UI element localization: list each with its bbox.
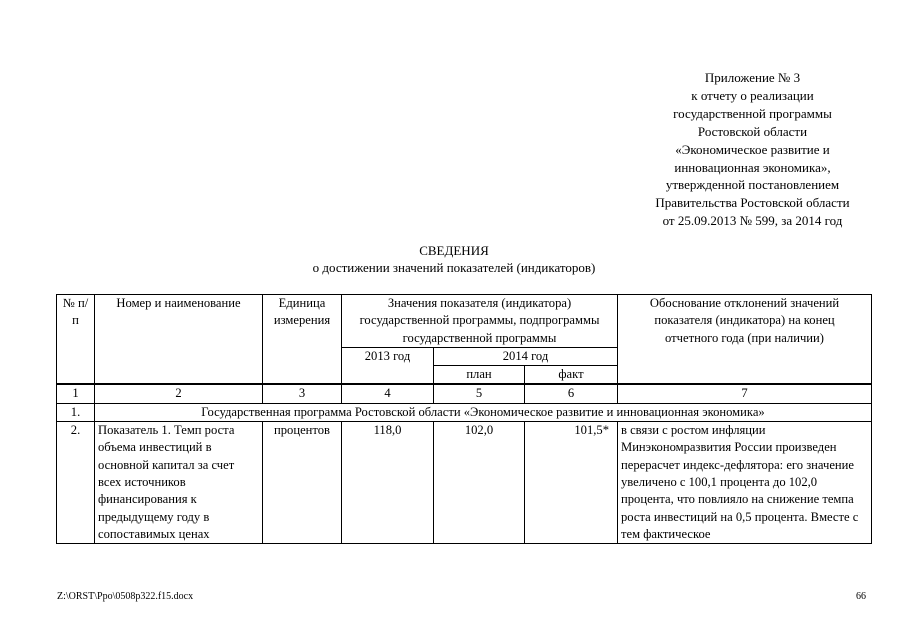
document-title: СВЕДЕНИЯ	[419, 243, 489, 258]
column-number: 6	[525, 384, 618, 403]
header-year-2014: 2014 год	[434, 347, 618, 365]
appendix-line: утвержденной постановлением	[665, 177, 840, 193]
column-number: 1	[57, 384, 95, 403]
section-row	[57, 403, 872, 421]
row-num: 2.	[57, 422, 95, 544]
appendix-block	[600, 69, 905, 230]
header-justification: Обоснование отклонений значений показателя (индикатора) на конец отчетного года (при наличии)	[618, 295, 872, 385]
section-title: Государственная программа Ростовской области «Экономическое развитие и инновационная экономика»	[95, 403, 872, 421]
document-subtitle: о достижении значений показателей (индикаторов)	[312, 260, 596, 275]
column-number: 3	[263, 384, 342, 403]
appendix-line: Правительства Ростовской области	[655, 195, 850, 211]
appendix-line: Ростовской области	[697, 123, 808, 139]
appendix-line: Приложение № 3	[704, 70, 801, 85]
appendix-line: к отчету о реализации	[691, 87, 814, 103]
column-number-row	[57, 384, 872, 403]
row-value-2013: 118,0	[342, 422, 434, 544]
indicators-table	[56, 294, 872, 544]
table-row	[57, 422, 872, 544]
appendix-line: инновационная экономика»,	[674, 159, 831, 175]
row-fact-2014: 101,5*	[525, 422, 618, 544]
row-unit: процентов	[263, 422, 342, 544]
appendix-line: от 25.09.2013 № 599, за 2014 год	[662, 213, 843, 229]
appendix-line: государственной программы	[673, 105, 832, 121]
header-unit: Единица измерения	[263, 295, 342, 385]
section-num: 1.	[57, 403, 95, 421]
column-number: 7	[618, 384, 872, 403]
header-values: Значения показателя (индикатора) государственной программы, подпрограммы государственной программы	[342, 295, 618, 348]
column-number: 5	[434, 384, 525, 403]
column-number: 4	[342, 384, 434, 403]
row-justification: в связи с ростом инфляции Минэкономразвития России произведен перерасчет индекс-дефлятора: его значение увеличено с 100,1 процента до 102,0 процента, что повлияло на снижение темпа роста инвестиций на 0,5 процента. Вместе с тем фактическое	[618, 422, 872, 544]
appendix-line: «Экономическое развитие и	[675, 141, 830, 157]
row-name: Показатель 1. Темп роста объема инвестиций в основной капитал за счет всех источников финансирования к предыдущему году в сопоставимых ценах	[95, 422, 263, 544]
header-name: Номер и наименование	[95, 295, 263, 385]
header-plan: план	[434, 366, 525, 385]
document-heading	[240, 242, 668, 276]
header-num: № п/п	[57, 295, 95, 385]
footer-page-number: 66	[856, 591, 866, 602]
footer-file-path: Z:\ORST\Ppo\0508p322.f15.docx	[57, 591, 194, 602]
column-number: 2	[95, 384, 263, 403]
header-year-2013: 2013 год	[342, 347, 434, 384]
row-plan-2014: 102,0	[434, 422, 525, 544]
header-fact: факт	[525, 366, 618, 385]
